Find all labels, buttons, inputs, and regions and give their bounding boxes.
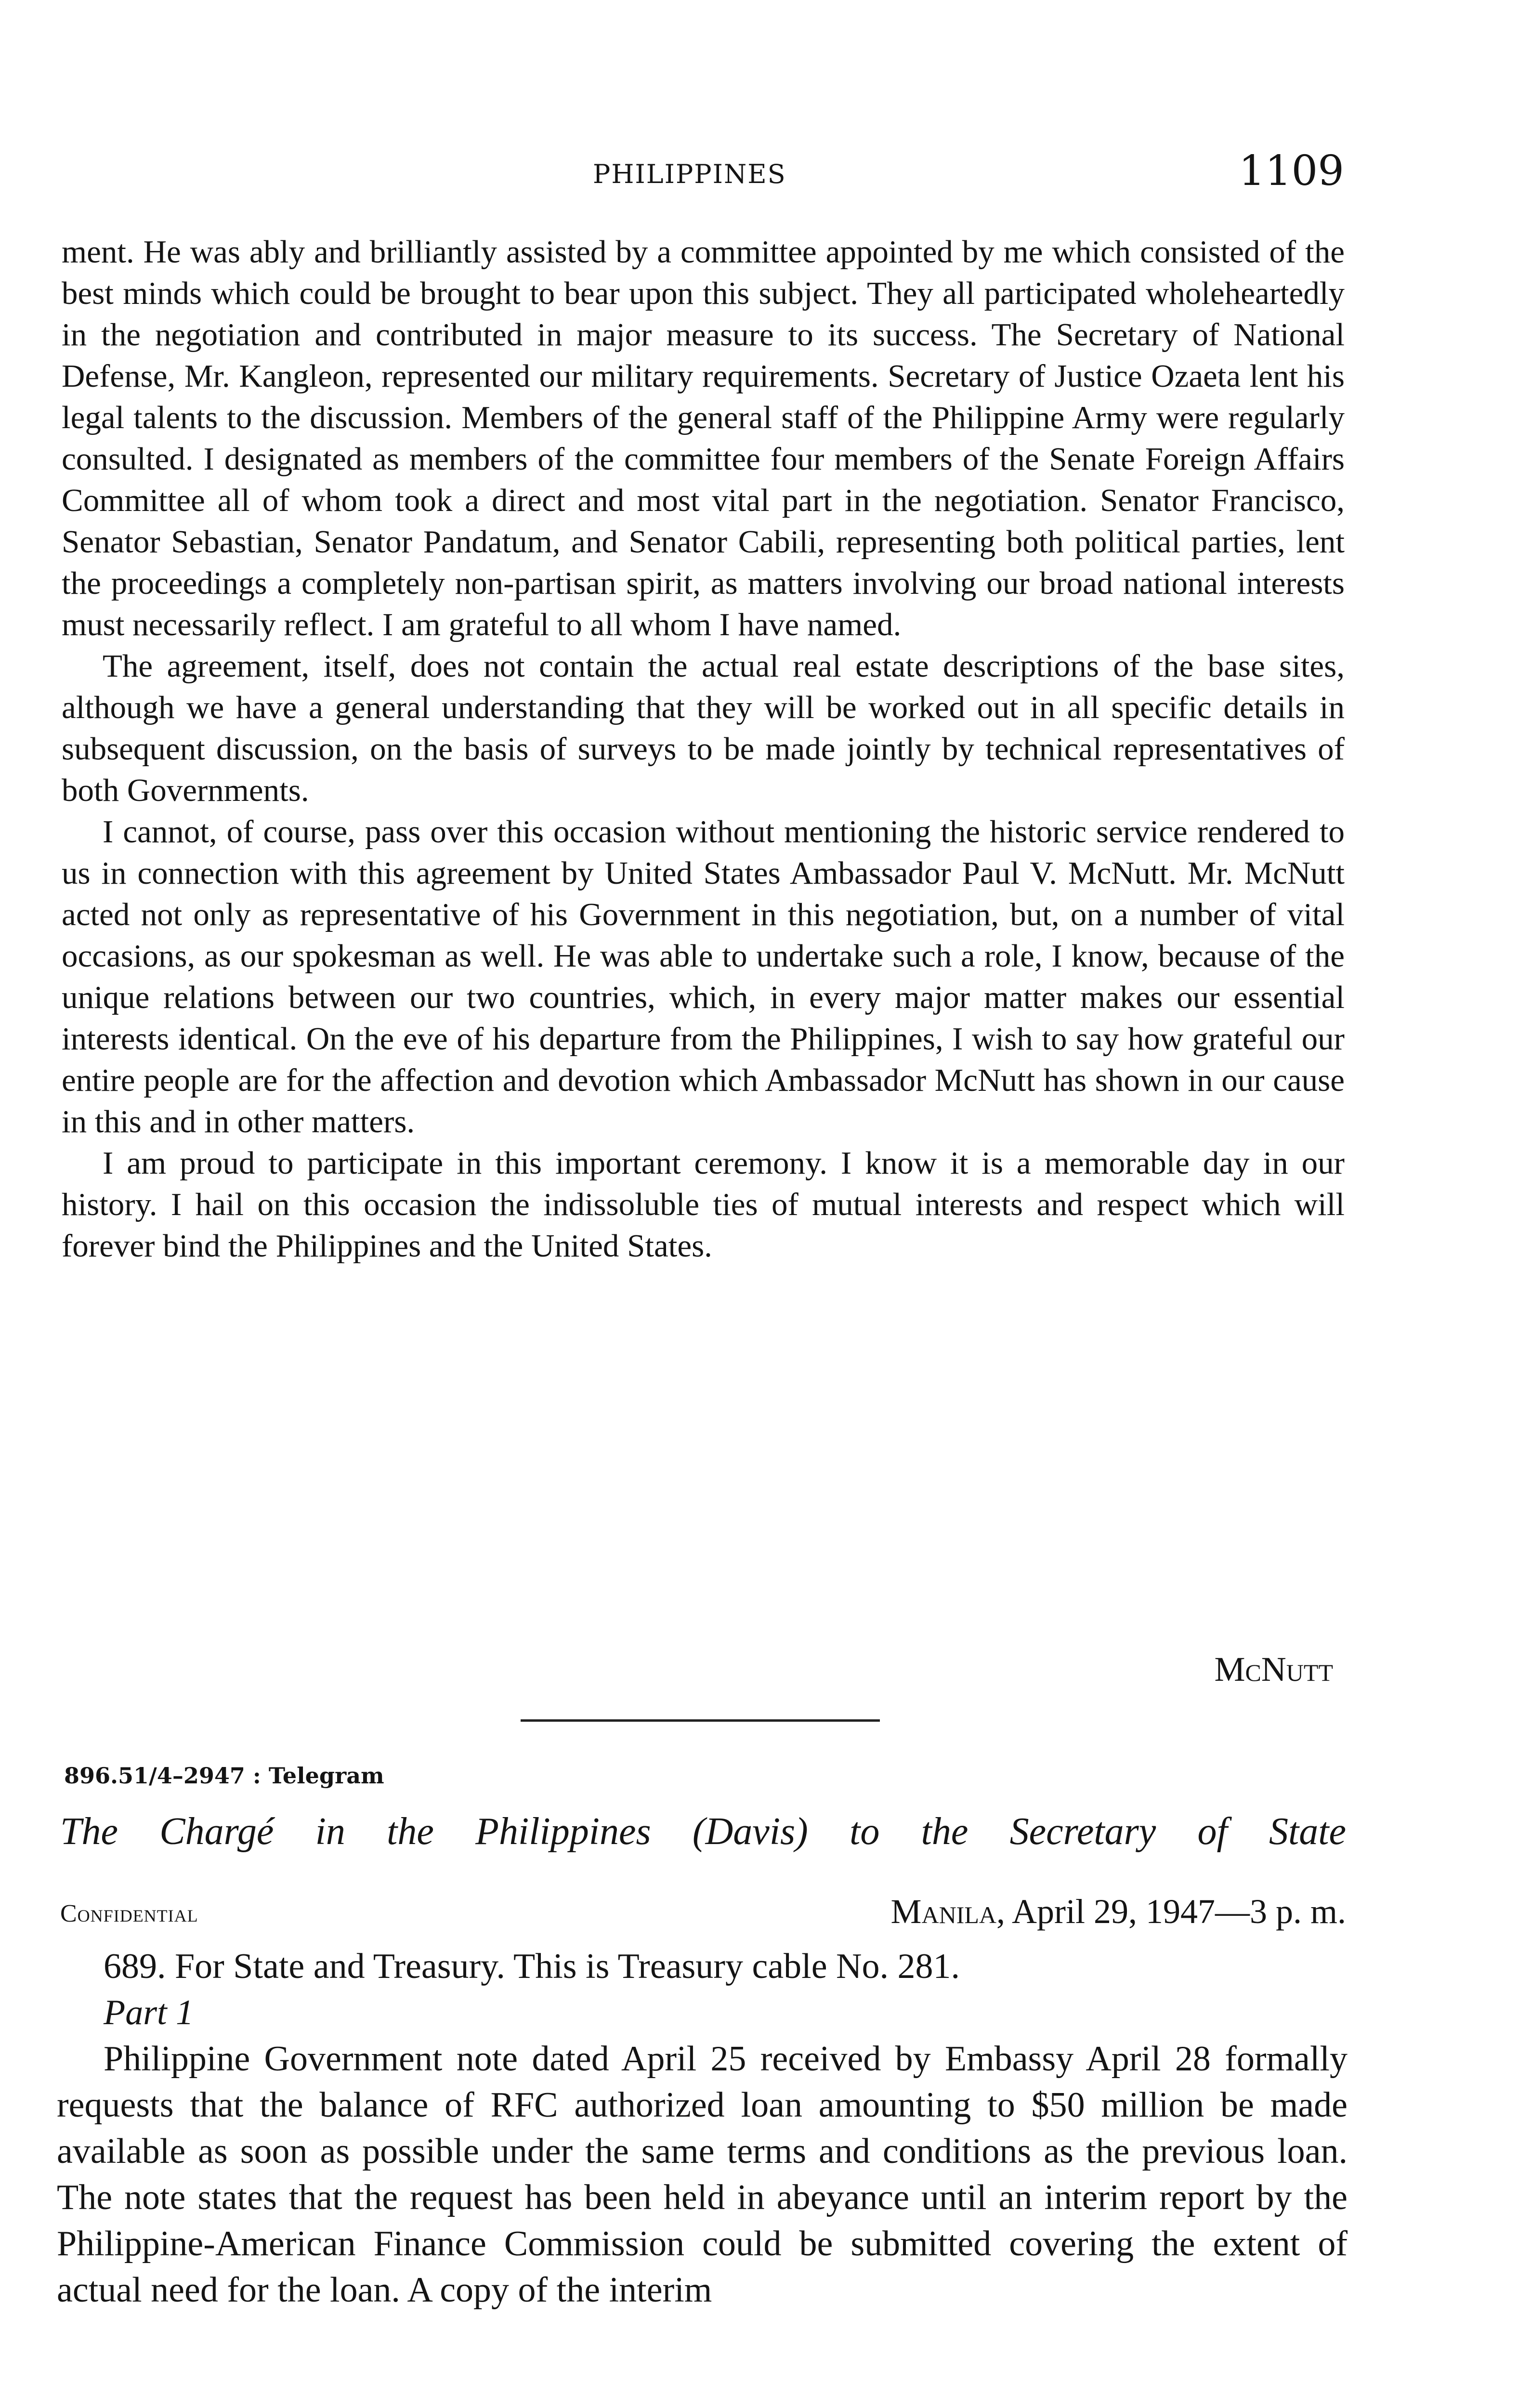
paragraph: ment. He was ably and brilliantly assisted by a committee appointed by me which consisted of the best minds which could be brought to bear upon this subject. They all participated wholeheartedly in the negotiation and contributed in major measure to its success. The Secretary of National Defense, Mr. Kangleon, represented our military requirements. Secretary of Justice Ozaeta lent his legal talents to the discussion. Members of the general staff of the Philippine Army were regularly consulted. I designated as members of the committee four members of the Senate Foreign Affairs Committee all of whom took a direct and most vital part in the negotiation. Senator Francisco, Senator Sebastian, Senator Pandatum, and Senator Cabili, representing both political parties, lent the proceedings a completely non-partisan spirit, as matters involving our broad national interests must necessarily reflect. I am grateful to all whom I have named. — [62, 234, 1345, 642]
opening-line: 689. For State and Treasury. This is Treasury cable No. 281. — [104, 1947, 960, 1986]
telegram-text — [57, 1943, 1348, 2313]
document-heading: The Chargé in the Philippines (Davis) to the Secretary of State — [60, 1810, 1346, 1853]
section-divider — [521, 1719, 880, 1722]
running-head: PHILIPPINES — [593, 159, 786, 189]
signature: McNutt — [1214, 1650, 1333, 1688]
paragraph: I am proud to participate in this important ceremony. I know it is a memorable day in our history. I hail on this occasion the indissoluble ties of mutual interests and respect which will forever bind the Philippines and the United States. — [62, 1145, 1345, 1264]
paragraph: The agreement, itself, does not contain the actual real estate descriptions of the base sites, although we have a general understanding that they will be worked out in all specific details in subsequent discussion, on the basis of surveys to be made jointly by technical representatives of both Governments. — [62, 648, 1345, 808]
place-name: Manila — [890, 1892, 996, 1931]
paragraph: Philippine Government note dated April 25 received by Embassy April 28 formally requests that the balance of RFC authorized loan amounting to $50 million be made available as soon as possible under the same terms and conditions as the previous loan. The note states that the request has been held in abeyance until an interim report by the Philippine-American Finance Commission could be submitted covering the extent of actual need for the loan. A copy of the interim — [57, 2039, 1348, 2310]
speech-text — [62, 231, 1345, 1267]
part-label: Part 1 — [104, 1993, 194, 2032]
classification-label: Confidential — [60, 1900, 198, 1927]
page-number: 1109 — [1239, 147, 1344, 195]
file-reference: 896.51/4–2947 : Telegram — [64, 1763, 384, 1789]
paragraph: I cannot, of course, pass over this occasion without mentioning the historic service rendered to us in connection with this agreement by United States Ambassador Paul V. McNutt. Mr. McNutt acted not only as representative of his Government in this negotiation, but, on a number of vital occasions, as our spokesman as well. He was able to undertake such a role, I know, because of the unique relations between our two countries, which, in every major matter makes our essential interests identical. On the eve of his departure from the Philippines, I wish to say how grateful our entire people are for the affection and devotion which Ambassador McNutt has shown in our cause in this and in other matters. — [62, 814, 1345, 1139]
date-time: , April 29, 1947—3 p. m. — [996, 1892, 1346, 1931]
place-date — [890, 1892, 1346, 1932]
